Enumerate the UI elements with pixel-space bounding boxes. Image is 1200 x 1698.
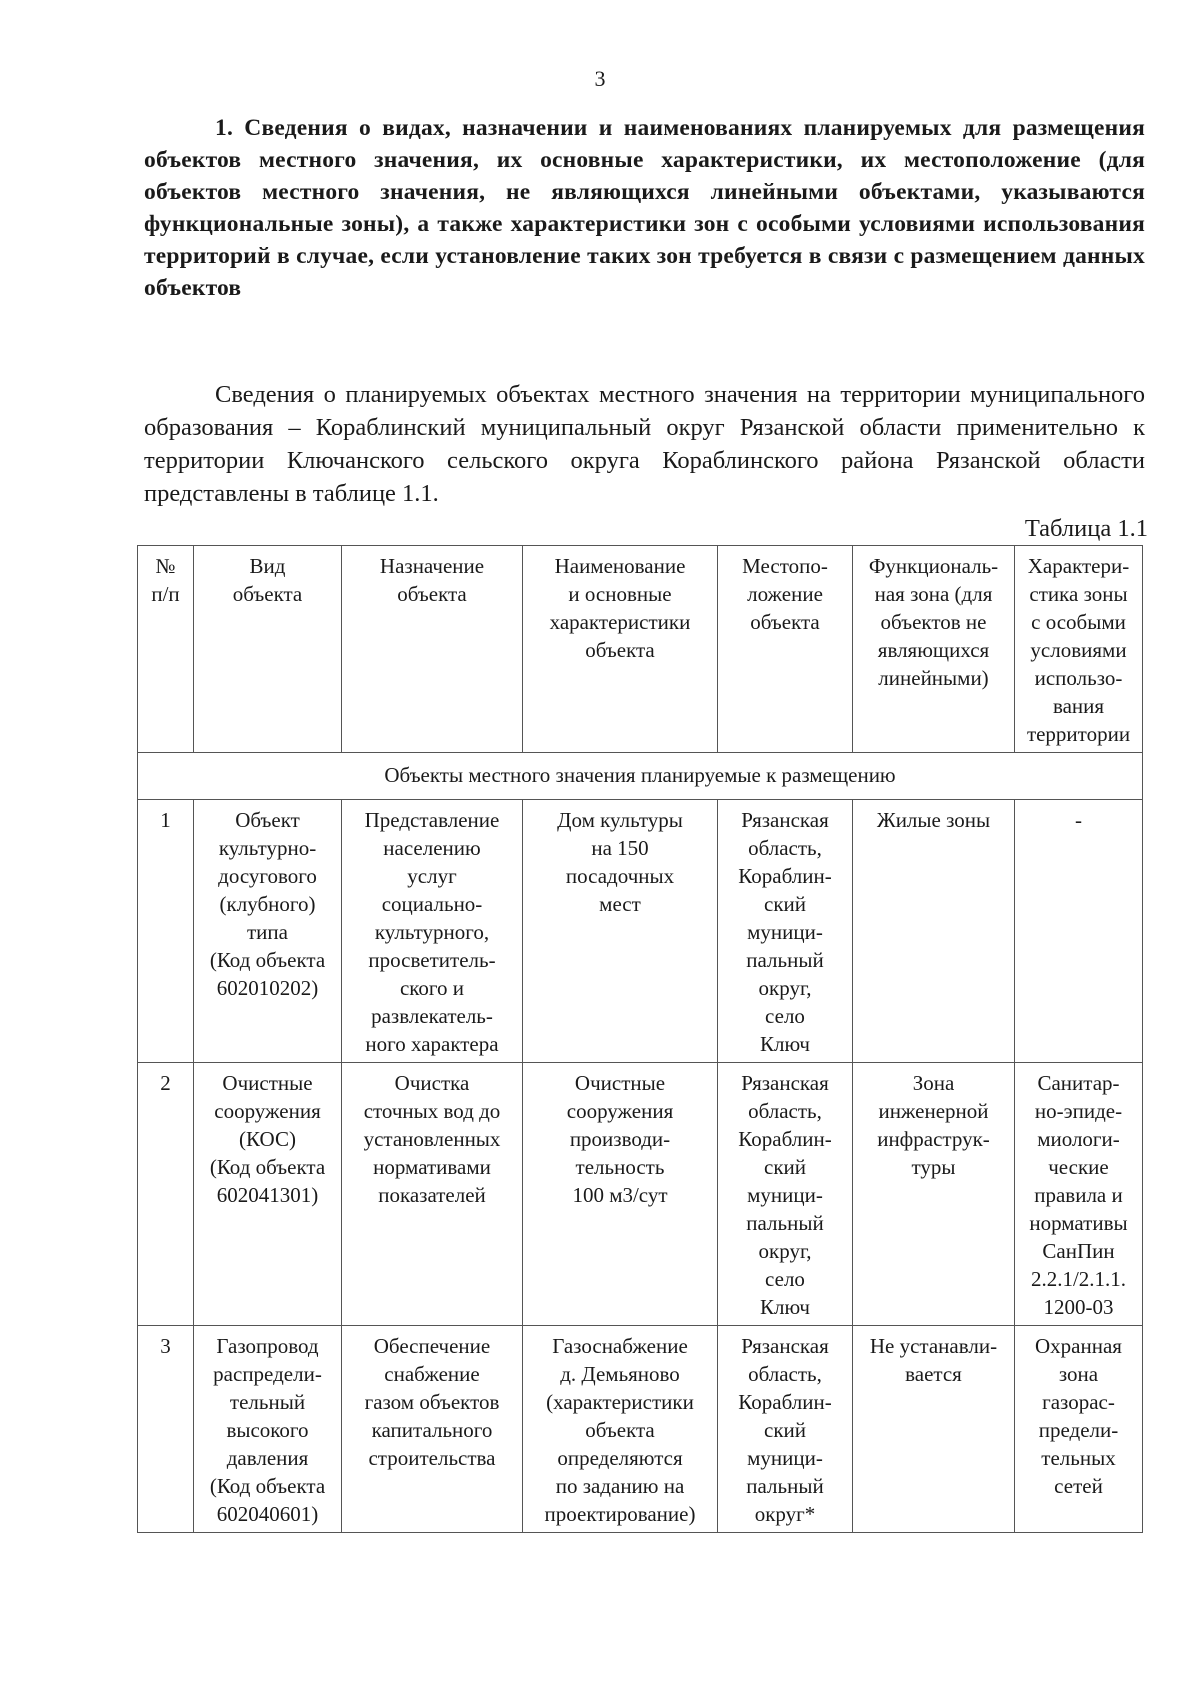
cell-special: - <box>1015 800 1143 1063</box>
table-header-row <box>138 546 1143 753</box>
header-special: Характери- стика зоны с особыми условиями использо- вания территории <box>1015 546 1143 753</box>
section-title: Объекты местного значения планируемые к размещению <box>138 753 1143 800</box>
cell-zone: Зона инженерной инфраструк- туры <box>853 1063 1015 1326</box>
cell-location: Рязанская область, Кораблин- ский муници- пальный округ, село Ключ <box>718 1063 853 1326</box>
page-number: 3 <box>594 66 606 91</box>
cell-purpose: Обеспечение снабжение газом объектов капитального строительства <box>342 1326 523 1533</box>
table-row <box>138 1326 1143 1533</box>
cell-location: Рязанская область, Кораблин- ский муници- пальный округ* <box>718 1326 853 1533</box>
section-row <box>138 753 1143 800</box>
cell-special: Охранная зона газорас- предели- тельных сетей <box>1015 1326 1143 1533</box>
planned-objects-table <box>137 545 1143 1533</box>
section-heading: 1. Сведения о видах, назначении и наименованиях планируемых для размещения объектов местного значения, их основные характеристики, их местоположение (для объектов местного значения, не являющихся линейными объектами, указываются функциональные зоны), а также характеристики зон с особыми условиями использования территорий в случае, если установление таких зон требуется в связи с размещением данных объектов <box>144 115 1145 301</box>
cell-type: Объект культурно- досугового (клубного) типа (Код объекта 602010202) <box>194 800 342 1063</box>
cell-num: 2 <box>138 1063 194 1326</box>
table-row <box>138 1063 1143 1326</box>
cell-num: 3 <box>138 1326 194 1533</box>
cell-purpose: Очистка сточных вод до установленных нормативами показателей <box>342 1063 523 1326</box>
table-caption: Таблица 1.1 <box>1024 515 1148 542</box>
cell-zone: Не устанавли- вается <box>853 1326 1015 1533</box>
cell-type: Очистные сооружения (КОС) (Код объекта 602041301) <box>194 1063 342 1326</box>
header-zone: Функциональ- ная зона (для объектов не являющихся линейными) <box>853 546 1015 753</box>
header-purpose: Назначение объекта <box>342 546 523 753</box>
cell-type: Газопровод распредели- тельный высокого давления (Код объекта 602040601) <box>194 1326 342 1533</box>
intro-paragraph: Сведения о планируемых объектах местного значения на территории муниципального образования – Кораблинский муниципальный округ Рязанской области применительно к территории Ключанского сельского округа Кораблинского района Рязанской области представлены в таблице 1.1. <box>144 381 1145 507</box>
cell-location: Рязанская область, Кораблин- ский муници- пальный округ, село Ключ <box>718 800 853 1063</box>
cell-name: Очистные сооружения производи- тельность 100 м3/сут <box>523 1063 718 1326</box>
header-type: Вид объекта <box>194 546 342 753</box>
header-num: № п/п <box>138 546 194 753</box>
header-location: Местопо- ложение объекта <box>718 546 853 753</box>
table-row <box>138 800 1143 1063</box>
cell-special: Санитар- но-эпиде- миологи- ческие правила и нормативы СанПин 2.2.1/2.1.1. 1200-03 <box>1015 1063 1143 1326</box>
cell-zone: Жилые зоны <box>853 800 1015 1063</box>
cell-num: 1 <box>138 800 194 1063</box>
cell-name: Дом культуры на 150 посадочных мест <box>523 800 718 1063</box>
cell-purpose: Представление населению услуг социально- культурного, просветитель- ского и развлекатель- ного характера <box>342 800 523 1063</box>
cell-name: Газоснабжение д. Демьяново (характеристики объекта определяются по заданию на проектирование) <box>523 1326 718 1533</box>
header-name: Наименование и основные характеристики объекта <box>523 546 718 753</box>
